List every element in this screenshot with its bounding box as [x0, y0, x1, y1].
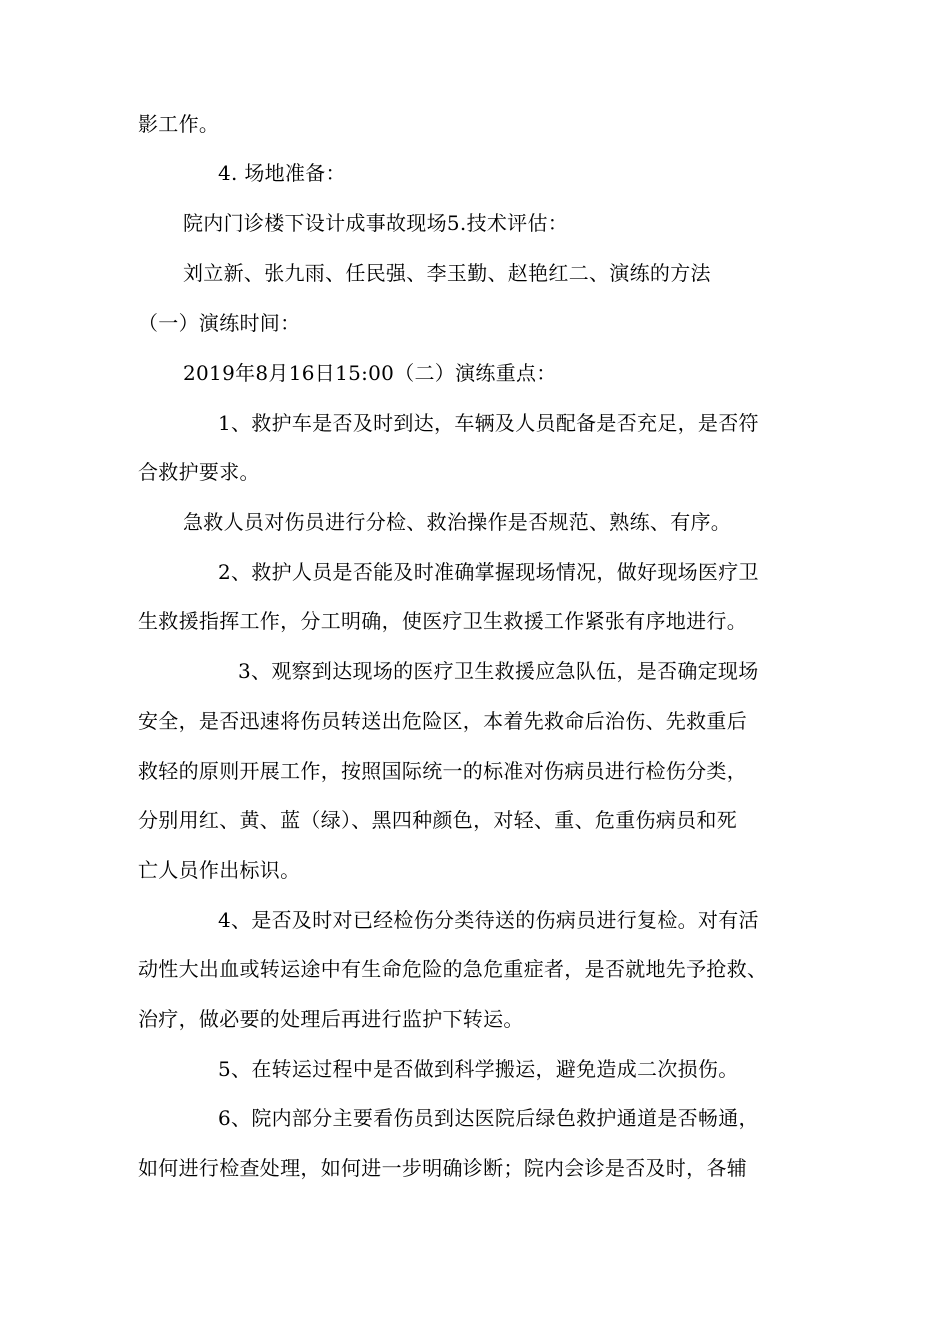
text-line-continuation: 影工作。: [138, 112, 220, 136]
text-line-item-3-cont-3: 分别用红、黄、蓝（绿）、黑四种颜色，对轻、重、危重伤病员和死: [138, 808, 737, 832]
text-line-item-1: 1、救护车是否及时到达，车辆及人员配备是否充足，是否符: [218, 411, 759, 435]
text-line-item-3-cont-1: 安全，是否迅速将伤员转送出危险区，本着先救命后治伤、先救重后: [138, 709, 747, 733]
text-line-item-3-cont-4: 亡人员作出标识。: [138, 858, 301, 882]
text-line-item-2: 2、救护人员是否能及时准确掌握现场情况，做好现场医疗卫: [218, 560, 759, 584]
text-line-venue-heading: 4. 场地准备：: [218, 161, 346, 185]
text-line-item-4-cont-1: 动性大出血或转运途中有生命危险的急危重症者，是否就地先予抢救、: [138, 957, 768, 981]
text-line-item-5: 5、在转运过程中是否做到科学搬运，避免造成二次损伤。: [218, 1057, 739, 1081]
text-line-item-1-cont: 合救护要求。: [138, 460, 260, 484]
text-line-item-3: 3、观察到达现场的医疗卫生救援应急队伍，是否确定现场: [238, 659, 759, 683]
text-line-triage: 急救人员对伤员进行分检、救治操作是否规范、熟练、有序。: [183, 510, 732, 534]
text-line-item-2-cont: 生救援指挥工作，分工明确，使医疗卫生救援工作紧张有序地进行。: [138, 609, 747, 633]
text-line-item-4-cont-2: 治疗，做必要的处理后再进行监护下转运。: [138, 1007, 524, 1031]
text-line-drill-time-heading: （一）演练时间：: [138, 311, 301, 335]
text-line-item-6: 6、院内部分主要看伤员到达医院后绿色救护通道是否畅通，: [218, 1106, 759, 1130]
text-line-drill-time: 2019年8月16日15:00（二）演练重点：: [183, 361, 557, 385]
text-line-item-4: 4、是否及时对已经检伤分类待送的伤病员进行复检。对有活: [218, 908, 759, 932]
text-line-venue: 院内门诊楼下设计成事故现场5.技术评估：: [183, 211, 569, 235]
text-line-evaluators: 刘立新、张九雨、任民强、李玉勤、赵艳红二、演练的方法: [183, 261, 711, 285]
text-line-item-6-cont: 如何进行检查处理，如何进一步明确诊断；院内会诊是否及时，各辅: [138, 1156, 747, 1180]
text-line-item-3-cont-2: 救轻的原则开展工作，按照国际统一的标准对伤病员进行检伤分类，: [138, 759, 747, 783]
